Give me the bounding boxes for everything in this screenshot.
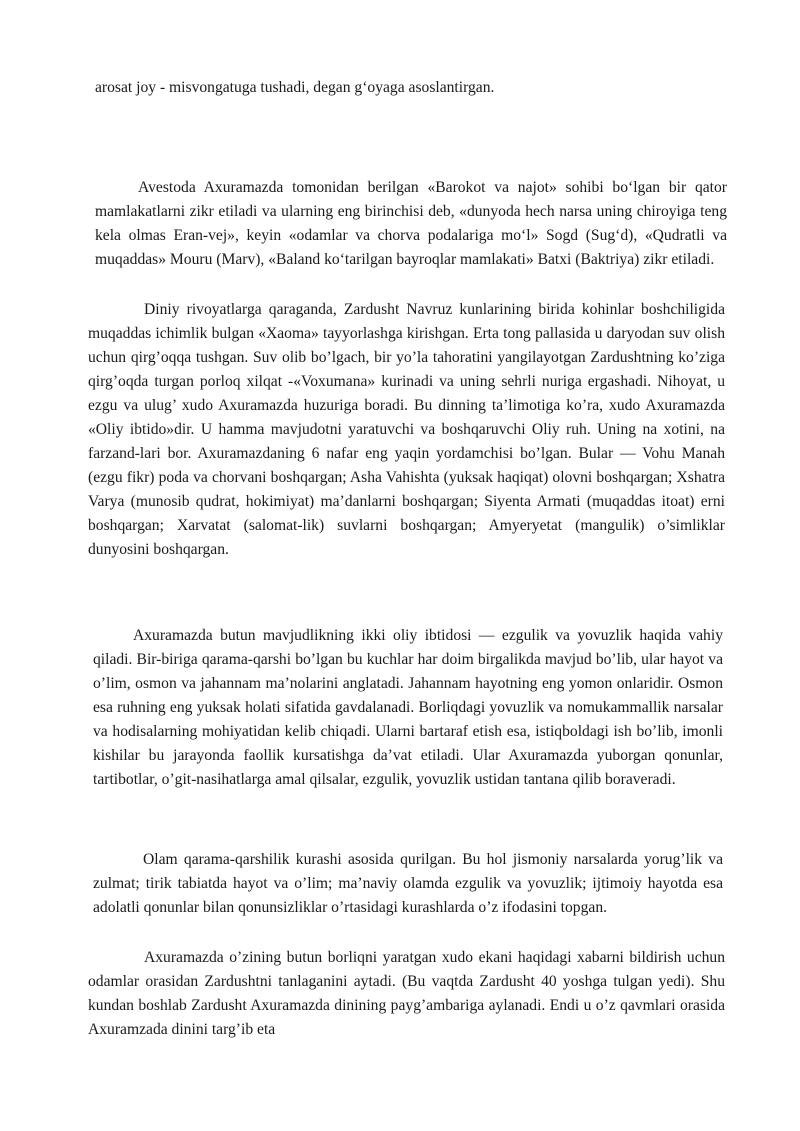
paragraph-religious-legends: Diniy rivoyatlarga qaraganda, Zardusht Navruz kunlarining birida kohinlar boshchiligida muqaddas ichimlik bulgan «Xaoma» tayyorlashga kirishgan. Erta tong pallasida u daryodan suv olish uchun qirg’oqqa tushgan. Suv olib bo’lgach, bir yo’la tahoratini yangilayotgan Zardushtning ko’ziga qirg’oqda turgan porloq xilqat -«Voxumana» kurinadi va uning sehrli nuriga ergashadi. Nihoyat, u ezgu va ulug’ xudo Axuramazda huzuriga boradi. Bu dinning ta’limotiga ko’ra, xudo Axuramazda «Oliy ibtido»dir. U hamma mavjudotni yaratuvchi va boshqaruvchi Oliy ruh. Uning na xotini, na farzand-lari bor. Axuramazdaning 6 nafar eng yaqin yordamchisi bo’lgan. Bular — Vohu Manah (ezgu fikr) poda va chorvani boshqargan; Asha Vahishta (yuksak haqiqat) olovni boshqargan; Xshatra Varya (munosib qudrat, hokimiyat) ma’danlarni boshqargan; Siyenta Armati (muqaddas itoat) erni boshqargan; Xarvatat (salomat-lik) suvlarni boshqargan; Amyeryetat (mangulik) o’simliklar dunyosini boshqargan. — [88, 301, 725, 558]
paragraph-prophet-chosen: Axuramazda o’zining butun borliqni yaratgan xudo ekani haqidagi xabarni bildirish uchun odamlar orasidan Zardushtni tanlaganini aytadi. (Bu vaqtda Zardusht 40 yoshga tulgan yedi). Shu kundan boshlab Zardusht Axuramazda dinining payg’ambariga aylanadi. Endi u o’z qavmlari orasida Axuramzada dinini targ’ib eta — [88, 949, 725, 1038]
paragraph-continuation: arosat joy - misvongatuga tushadi, degan g‘oyaga asoslantirgan. — [95, 79, 495, 96]
paragraph-good-and-evil: Axuramazda butun mavjudlikning ikki oliy ibtidosi — ezgulik va yovuzlik haqida vahiy qiladi. Bir-biriga qarama-qarshi bo’lgan bu kuchlar har doim birgalikda mavjud bo’lib, ular hayot va o’lim, osmon va jahannam ma’nolarini anglatadi. Jahannam hayotning eng yomon onlaridir. Osmon esa ruhning eng yuksak holati sifatida gavdalanadi. Borliqdagi yovuzlik va nomukammallik narsalar va hodisalarning mohiyatidan kelib chiqadi. Ularni bartaraf etish esa, istiqboldagi ish bo’lib, imonli kishilar bu jarayonda faollik kursatishga da’vat etiladi. Ular Axuramazda yuborgan qonunlar, tartibotlar, o’git-nasihatlarga amal qilsalar, ezgulik, yovuzlik ustidan tantana qilib boraveradi. — [93, 627, 723, 788]
paragraph-avesto-countries: Avestoda Axuramazda tomonidan berilgan «Barokot va najot» sohibi bo‘lgan bir qator mamlakatlarni zikr etiladi va ularning eng birinchisi deb, «dunyoda hech narsa uning chiroyiga teng kela olmas Eran-vej», keyin «odamlar va chorva podalariga mo‘l» Sogd (Sug‘d), «Qudratli va muqaddas» Mouru (Marv), «Baland ko‘tarilgan bayroqlar mamlakati» Batxi (Baktriya) zikr etiladi. — [95, 179, 727, 268]
paragraph-world-struggle: Olam qarama-qarshilik kurashi asosida qurilgan. Bu hol jismoniy narsalarda yorug’lik va zulmat; tirik tabiatda hayot va o’lim; ma’naviy olamda ezgulik va yovuzlik; ijtimoiy hayotda esa adolatli qonunlar bilan qonunsizliklar o’rtasidagi kurashlarda o’z ifodasini topgan. — [93, 851, 723, 916]
